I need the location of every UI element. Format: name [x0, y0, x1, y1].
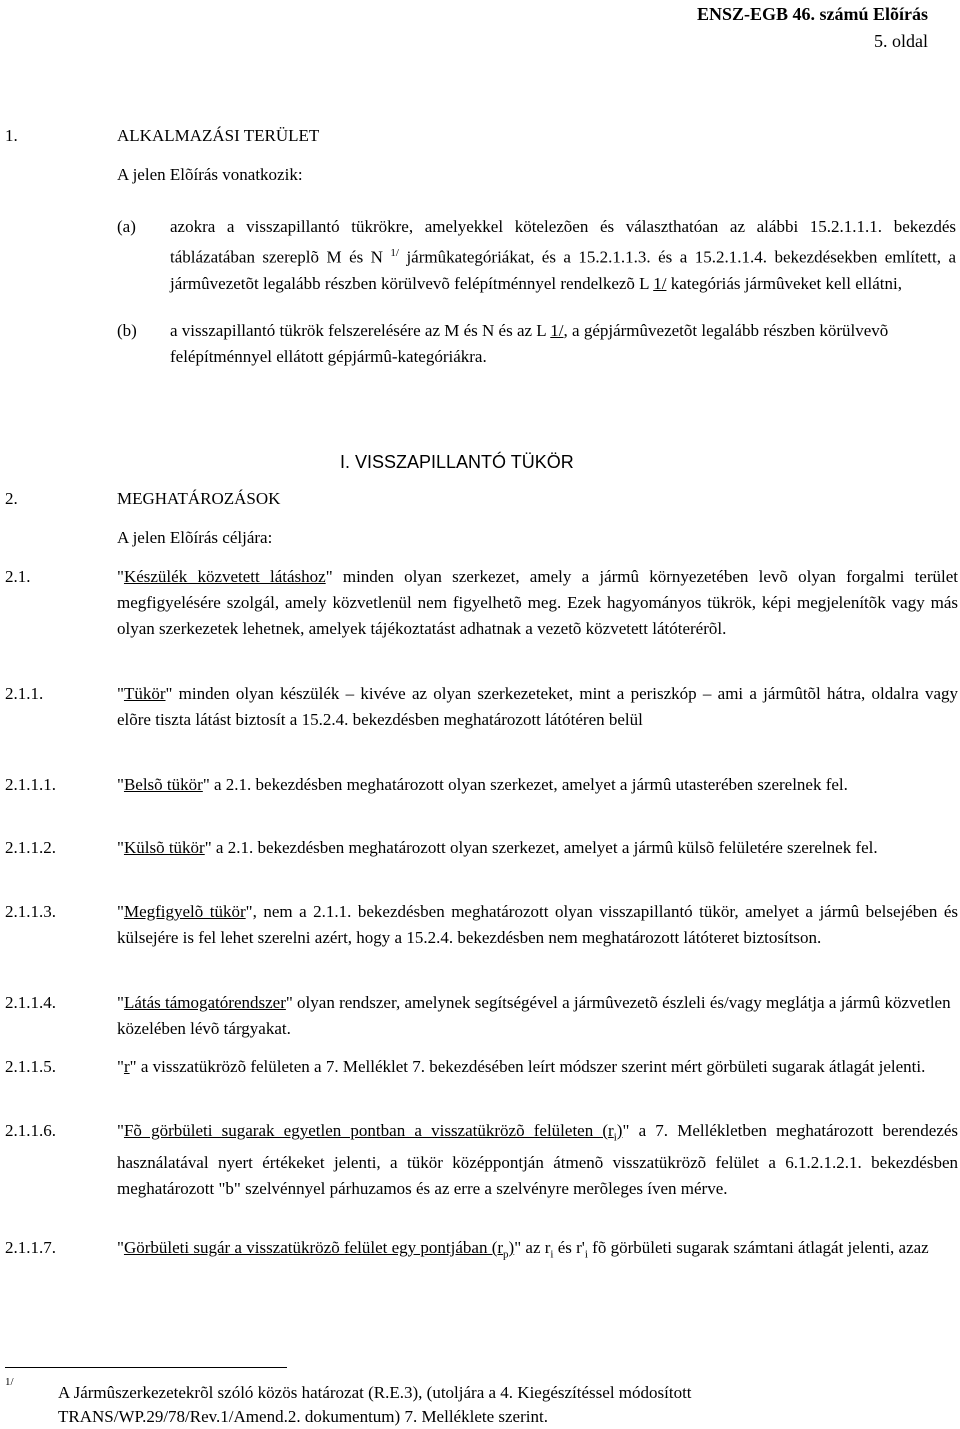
part-title: I. VISSZAPILLANTÓ TÜKÖR [340, 452, 574, 472]
footnote-text: A Jármûszerkezetekrõl szóló közös határozat (R.E.3), (utoljára a 4. Kiegészítéssel módosított TRANS/WP.29/78/Rev.1/Amend.2. dokumentum) 7. Melléklete szerint. [58, 1383, 692, 1426]
def-2-1-1-3-number: 2.1.1.3. [5, 902, 56, 921]
def-2-1-1-7-text: "Görbületi sugár a visszatükrözõ felület egy pontjában $(r_p)$" az $r_i$ és $r'_i$ fõ görbületi sugarak számtani átlagát jelenti, azaz [117, 1238, 929, 1261]
def-2-1-1-2-number: 2.1.1.2. [5, 838, 56, 857]
footnote-mark: 1/ [5, 1376, 14, 1388]
def-2-1-1-6-number: 2.1.1.6. [5, 1121, 56, 1140]
footnote-ref[interactable]: 1/ [550, 321, 564, 340]
def-2-1-number: 2.1. [5, 567, 31, 586]
def-2-1-1-1-text: "Belsõ tükör" a 2.1. bekezdésben meghatározott olyan szerkezet, amelyet a jármû utasterében szerelnek fel. [117, 775, 848, 794]
def-2-1-1-5-number: 2.1.1.5. [5, 1057, 56, 1076]
item-a-label: (a) [117, 217, 136, 236]
def-2-1-1-7-number: 2.1.1.7. [5, 1238, 56, 1257]
def-2-1-1-2-text: "Külsõ tükör" a 2.1. bekezdésben meghatározott olyan szerkezet, amelyet a jármû külsõ felületére szerelnek fel. [117, 838, 878, 857]
section-2-intro: A jelen Elõírás céljára: [117, 528, 273, 547]
page-number: 5. oldal [874, 31, 928, 51]
item-b-label: (b) [117, 321, 137, 340]
section-1-intro: A jelen Elõírás vonatkozik: [117, 165, 303, 184]
def-2-1-1-number: 2.1.1. [5, 684, 44, 703]
footnote-divider [5, 1367, 287, 1368]
section-1-number: 1. [5, 126, 18, 145]
def-2-1-1-1-number: 2.1.1.1. [5, 775, 56, 794]
item-b-text: a visszapillantó tükrök felszerelésére az M és N és az L 1/, a gépjármûvezetõt legalább részben körülvevõ felépítménnyel ellátott gépjármû-kategóriákra. [170, 321, 889, 366]
def-2-1-1-5-text: "r" a visszatükrözõ felületen a 7. Melléklet 7. bekezdésében leírt módszer szerint mért görbületi sugarak átlagát jelenti. [117, 1057, 926, 1076]
def-2-1-1-4-number: 2.1.1.4. [5, 993, 56, 1012]
def-2-1-1-4-text: "Látás támogatórendszer" olyan rendszer, amelynek segítségével a jármûvezetõ észleli és/vagy meglátja a jármû közvetlen közelében lévõ tárgyakat. [117, 993, 951, 1038]
footnote-ref[interactable]: 1/ [653, 273, 667, 293]
section-2-number: 2. [5, 489, 18, 508]
section-1-title: ALKALMAZÁSI TERÜLET [117, 126, 320, 145]
section-2-title: MEGHATÁROZÁSOK [117, 489, 281, 508]
def-2-1-text: "Készülék közvetett látáshoz" minden olyan szerkezet, amely a jármû környezetében levõ olyan forgalmi terület megfigyelésére szolgál, amely közvetlenül nem figyelhetõ meg. Ezek hagyományos tükrök, képi megjelenítõk vagy más olyan szerkezetek lehetnek, amelyek tájékoztatást adhatnak a vezetõ közvetett látóterérõl. [117, 567, 958, 638]
document-title: ENSZ-EGB 46. számú Elõírás [696, 4, 928, 24]
def-2-1-1-3-text: "Megfigyelõ tükör", nem a 2.1.1. bekezdésben meghatározott olyan visszapillantó tükör, amelyet a jármû belsejében és külsejére is fel lehet szerelni azért, hogy a 15.2.4. bekezdésben nem meghatározott látóteret biztosítson. [117, 902, 959, 947]
item-a-text: azokra a visszapillantó tükrökre, amelyekkel kötelezõen és választhatóan az alábbi 15.2.1.1.1. bekezdés táblázatában szereplõ M és N $^{1/}$ jármûkategóriákat, és a 15.2.1.1.3. és a 15.2.1.1.4. bekezdésekben említett, a jármûvezetõt legalább részben körülvevõ felépítménnyel rendelkezõ L 1/ kategóriás jármûveket kell ellátni, [170, 217, 956, 293]
def-2-1-1-text: "Tükör" minden olyan készülék – kivéve az olyan szerkezeteket, mint a periszkóp – ami a jármûtõl hátra, oldalra vagy elõre tiszta látást biztosít a 15.2.4. bekezdésben meghatározott látótéren belül [117, 684, 958, 729]
def-2-1-1-6-text: "Fõ görbületi sugarak egyetlen pontban a visszatükrözõ felületen $(r_i)$" a 7. Mellékletben meghatározott berendezés használatával nyert értékeket jelenti, a tükör középpontján átmenõ visszatükrözõ felület a 6.1.2.1.2.1. bekezdésben meghatározott "b" szelvénnyel párhuzamos és az erre a szelvényre merõleges íven mérve. [117, 1121, 958, 1199]
